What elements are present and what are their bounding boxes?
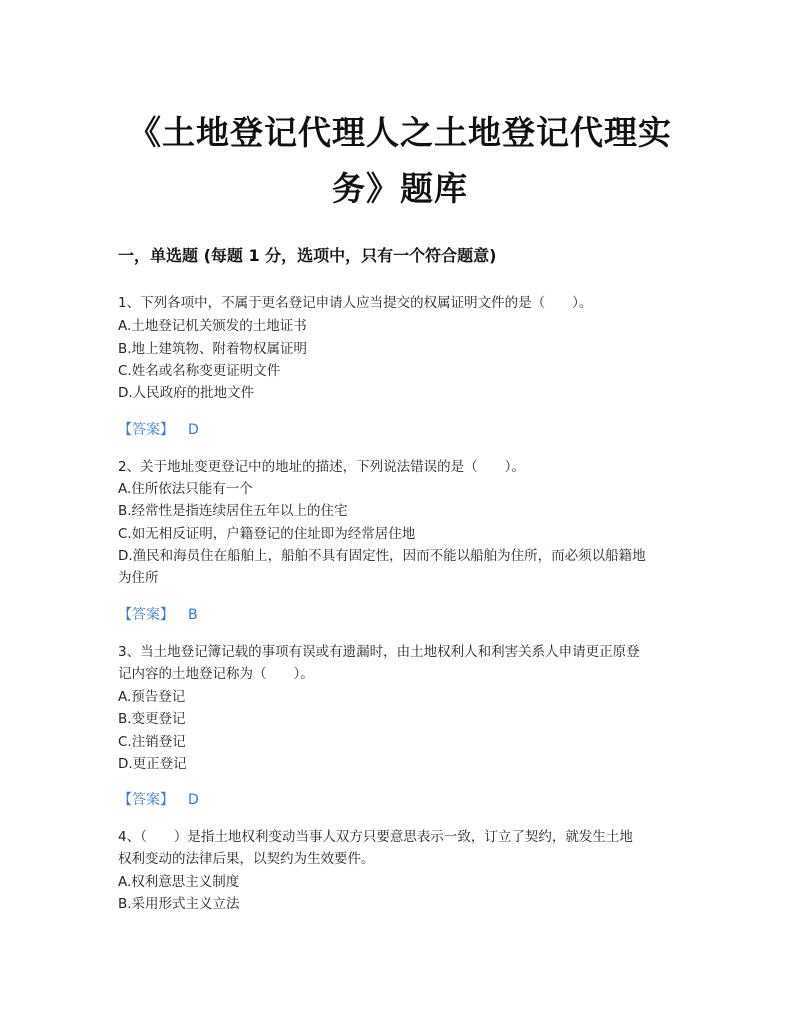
answer-label: 【答案】 [118, 607, 174, 623]
question-2-option-c: C.如无相反证明，户籍登记的住址即为经常居住地 [118, 526, 416, 542]
question-1-option-d: D.人民政府的批地文件 [118, 385, 255, 401]
question-4-option-b: B.采用形式主义立法 [118, 896, 240, 912]
question-1-option-b: B.地上建筑物、附着物权属证明 [118, 341, 308, 357]
question-2-option-a: A.住所依法只能有一个 [118, 481, 253, 497]
answer-value: D [188, 792, 199, 808]
question-3-answer [118, 789, 199, 811]
question-2-option-b: B.经常性是指连续居住五年以上的住宅 [118, 503, 348, 519]
question-3-stem-line-1: 3、当土地登记簿记载的事项有误或有遗漏时，由土地权利人和利害关系人申请更正原登 [118, 644, 640, 660]
question-1-option-a: A.土地登记机关颁发的土地证书 [118, 318, 307, 334]
answer-label: 【答案】 [118, 792, 174, 808]
title-line-1: 《土地登记代理人之土地登记代理实 [128, 113, 672, 152]
question-3-option-d: D.更正登记 [118, 756, 187, 772]
question-2-option-d: D.渔民和海员住在船舶上，船舶不具有固定性，因而不能以船舶为住所，而必须以船籍地 [118, 548, 646, 564]
question-1-answer [118, 419, 199, 441]
answer-value: D [188, 422, 199, 438]
question-4-stem-line-2: 权利变动的法律后果，以契约为生效要件。 [118, 851, 375, 867]
question-3-option-b: B.变更登记 [118, 711, 186, 727]
answer-value: B [188, 607, 198, 623]
document-title [100, 105, 700, 217]
answer-label: 【答案】 [118, 422, 174, 438]
question-3-option-a: A.预告登记 [118, 689, 186, 705]
title-line-2: 务》题库 [332, 169, 468, 208]
question-3-stem-line-2: 记内容的土地登记称为（ ）。 [118, 666, 314, 682]
question-3-option-c: C.注销登记 [118, 734, 186, 750]
question-4-option-a: A.权利意思主义制度 [118, 874, 240, 890]
question-2-option-d-cont: 为住所 [118, 570, 159, 586]
question-1-stem-line-1: 1、下列各项中，不属于更名登记申请人应当提交的权属证明文件的是（ ）。 [118, 295, 593, 311]
question-2-stem-line-1: 2、关于地址变更登记中的地址的描述，下列说法错误的是（ ）。 [118, 459, 525, 475]
question-2-answer [118, 604, 198, 626]
question-1-option-c: C.姓名或名称变更证明文件 [118, 363, 281, 379]
section-heading: 一，单选题 (每题 1 分，选项中，只有一个符合题意) [118, 246, 497, 265]
question-4-stem-line-1: 4、（ ）是指土地权利变动当事人双方只要意思表示一致，订立了契约，就发生土地 [118, 829, 633, 845]
